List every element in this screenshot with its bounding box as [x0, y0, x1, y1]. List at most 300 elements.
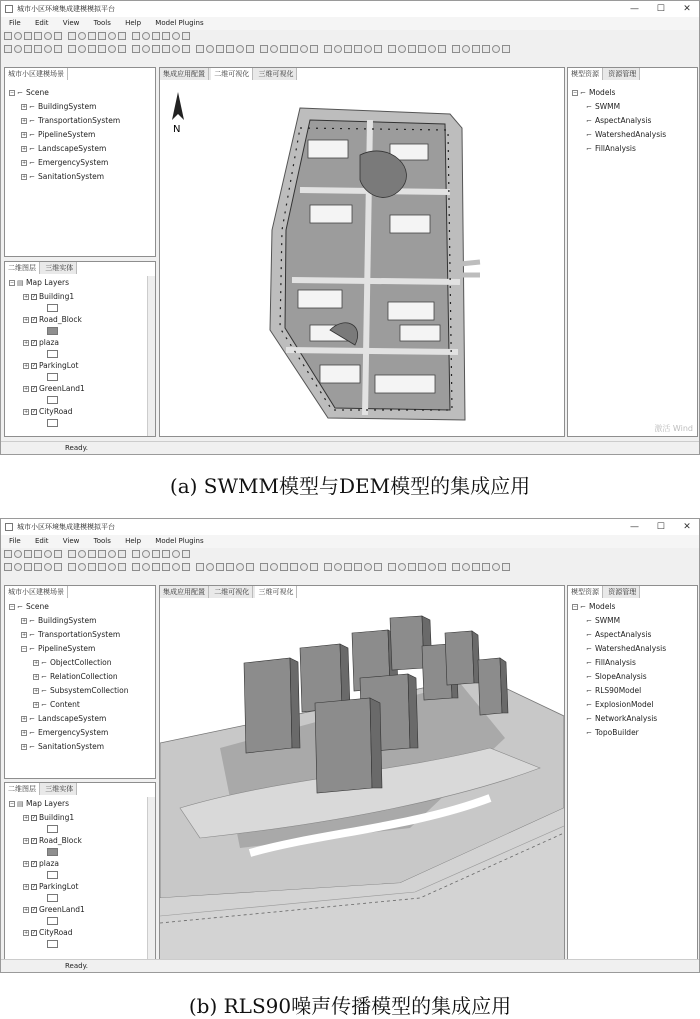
- expand-toggle[interactable]: +: [22, 118, 27, 124]
- toolbar-button[interactable]: [344, 45, 352, 53]
- expand-toggle[interactable]: +: [22, 730, 27, 736]
- toolbar-button[interactable]: [462, 563, 470, 571]
- toolbar-button[interactable]: [246, 563, 254, 571]
- toolbar-button[interactable]: [260, 563, 268, 571]
- layer-label: Road_Block: [39, 315, 82, 324]
- toolbar-button[interactable]: [108, 32, 116, 40]
- expand-toggle[interactable]: +: [24, 363, 29, 369]
- toolbar-button[interactable]: [334, 45, 342, 53]
- layer-item[interactable]: [9, 336, 85, 349]
- toolbar-button[interactable]: [118, 32, 126, 40]
- expand-toggle[interactable]: −: [10, 90, 15, 96]
- layer-checkbox[interactable]: ✓: [32, 317, 37, 323]
- toolbar-button[interactable]: [428, 563, 436, 571]
- model-item[interactable]: [572, 114, 666, 128]
- toolbar-button[interactable]: [182, 45, 190, 53]
- expand-toggle[interactable]: +: [22, 744, 27, 750]
- tree-node[interactable]: [9, 114, 120, 128]
- tree-node[interactable]: [9, 726, 129, 740]
- toolbar-button[interactable]: [354, 45, 362, 53]
- toolbar-button[interactable]: [492, 45, 500, 53]
- toolbar-button[interactable]: [280, 45, 288, 53]
- map-layers-root[interactable]: [9, 797, 85, 811]
- maximize-button[interactable]: ☐: [656, 4, 665, 14]
- toolbar-button[interactable]: [270, 563, 278, 571]
- toolbar-button[interactable]: [172, 563, 180, 571]
- layer-checkbox[interactable]: ✓: [32, 386, 37, 392]
- toolbar-button[interactable]: [152, 45, 160, 53]
- toolbar-button[interactable]: [88, 550, 96, 558]
- layer-checkbox[interactable]: ✓: [32, 884, 37, 890]
- layer-item[interactable]: [9, 880, 85, 893]
- toolbar-button[interactable]: [118, 45, 126, 53]
- toolbar-button[interactable]: [68, 550, 76, 558]
- expand-toggle[interactable]: +: [24, 838, 29, 844]
- toolbar-button[interactable]: [418, 45, 426, 53]
- model-item[interactable]: [572, 614, 666, 628]
- scene-pane: [4, 585, 156, 779]
- toolbar-button[interactable]: [418, 563, 426, 571]
- model-label: SlopeAnalysis: [595, 672, 647, 681]
- toolbar-button[interactable]: [68, 563, 76, 571]
- toolbar-button[interactable]: [388, 45, 396, 53]
- layer-item[interactable]: [9, 359, 85, 372]
- toolbar-button[interactable]: [196, 563, 204, 571]
- toolbar-button[interactable]: [118, 563, 126, 571]
- layer-checkbox[interactable]: ✓: [32, 838, 37, 844]
- toolbar-button[interactable]: [334, 563, 342, 571]
- toolbar-button[interactable]: [54, 45, 62, 53]
- close-button[interactable]: ✕: [683, 4, 691, 14]
- model-item[interactable]: [572, 684, 666, 698]
- tree-node[interactable]: [9, 698, 129, 712]
- tree-node[interactable]: [9, 156, 120, 170]
- minimize-button[interactable]: —: [630, 4, 640, 14]
- toolbar-button[interactable]: [54, 563, 62, 571]
- tree-node[interactable]: [9, 100, 120, 114]
- toolbar-button[interactable]: [14, 563, 22, 571]
- toolbar-button[interactable]: [364, 45, 372, 53]
- model-item[interactable]: [572, 656, 666, 670]
- models-label: Models: [589, 88, 616, 97]
- tab-3d-entities[interactable]: 三维实体: [42, 262, 77, 274]
- toolbar-button[interactable]: [162, 550, 170, 558]
- title-bar: [1, 1, 699, 17]
- toolbar-button[interactable]: [428, 45, 436, 53]
- model-item[interactable]: [572, 712, 666, 726]
- toolbar-button[interactable]: [216, 563, 224, 571]
- tab-2d-layers[interactable]: 二维图层: [5, 783, 40, 795]
- toolbar-button[interactable]: [196, 45, 204, 53]
- expand-toggle[interactable]: −: [10, 604, 15, 610]
- tab-integration-config[interactable]: 集成应用配置: [160, 586, 209, 598]
- expand-toggle[interactable]: −: [10, 801, 15, 807]
- layer-item[interactable]: [9, 313, 85, 326]
- model-label: WatershedAnalysis: [595, 130, 667, 139]
- tree-node[interactable]: [9, 142, 120, 156]
- toolbar-button[interactable]: [310, 45, 318, 53]
- expand-toggle[interactable]: +: [34, 674, 39, 680]
- status-text: Ready.: [65, 444, 88, 452]
- toolbar-button[interactable]: [216, 45, 224, 53]
- toolbar-button[interactable]: [68, 45, 76, 53]
- toolbar-button[interactable]: [68, 32, 76, 40]
- tree-node-icon: ⌐: [29, 173, 35, 181]
- title-bar: [1, 519, 699, 535]
- model-item[interactable]: [572, 128, 666, 142]
- caption-b: (b) RLS90噪声传播模型的集成应用: [188, 994, 512, 1018]
- tree-node-label: LandscapeSystem: [38, 144, 107, 153]
- maximize-button[interactable]: ☐: [656, 522, 665, 532]
- toolbar-button[interactable]: [374, 45, 382, 53]
- toolbar-button[interactable]: [132, 563, 140, 571]
- expand-toggle[interactable]: +: [24, 340, 29, 346]
- toolbar-button[interactable]: [4, 563, 12, 571]
- toolbar-button[interactable]: [78, 45, 86, 53]
- tab-model-resources[interactable]: 模型资源: [568, 586, 603, 598]
- tree-node-icon: ⌐: [29, 645, 35, 653]
- expand-toggle[interactable]: +: [24, 386, 29, 392]
- toolbar-button[interactable]: [300, 563, 308, 571]
- toolbar-button[interactable]: [270, 45, 278, 53]
- tab-3d-view[interactable]: 三维可视化: [255, 68, 297, 80]
- toolbar-button[interactable]: [4, 45, 12, 53]
- tree-node-label: TransportationSystem: [38, 116, 121, 125]
- toolbar-button[interactable]: [108, 45, 116, 53]
- expand-toggle[interactable]: +: [24, 861, 29, 867]
- expand-toggle[interactable]: +: [22, 632, 27, 638]
- layer-checkbox[interactable]: ✓: [32, 340, 37, 346]
- toolbar-button[interactable]: [462, 45, 470, 53]
- expand-toggle[interactable]: +: [34, 702, 39, 708]
- layer-checkbox[interactable]: ✓: [32, 907, 37, 913]
- toolbar-button[interactable]: [324, 45, 332, 53]
- toolbar-button[interactable]: [206, 45, 214, 53]
- toolbar-button[interactable]: [260, 45, 268, 53]
- expand-toggle[interactable]: −: [573, 604, 578, 610]
- toolbar-button[interactable]: [44, 32, 52, 40]
- toolbar-button[interactable]: [14, 550, 22, 558]
- menu-help[interactable]: Help: [125, 19, 142, 27]
- toolbar-button[interactable]: [438, 563, 446, 571]
- toolbar-button[interactable]: [88, 45, 96, 53]
- menu-help[interactable]: Help: [125, 537, 142, 545]
- tab-model-resources[interactable]: 模型资源: [568, 68, 603, 80]
- expand-toggle[interactable]: +: [24, 884, 29, 890]
- expand-toggle[interactable]: +: [24, 815, 29, 821]
- toolbar-button[interactable]: [44, 563, 52, 571]
- toolbar-button[interactable]: [34, 45, 42, 53]
- toolbar-button[interactable]: [108, 550, 116, 558]
- expand-toggle[interactable]: +: [24, 930, 29, 936]
- toolbar-button[interactable]: [162, 563, 170, 571]
- tree-node[interactable]: [9, 86, 120, 100]
- toolbar-button[interactable]: [492, 563, 500, 571]
- toolbar-button[interactable]: [398, 563, 406, 571]
- layer-checkbox[interactable]: ✓: [32, 815, 37, 821]
- tree-node[interactable]: [9, 628, 129, 642]
- tab-scene[interactable]: 城市小区建模场景: [5, 586, 68, 598]
- toolbar-button[interactable]: [34, 550, 42, 558]
- model-icon: ⌐: [586, 117, 592, 125]
- layer-item[interactable]: [9, 834, 85, 847]
- tab-resource-management[interactable]: 资源管理: [605, 586, 640, 598]
- expand-toggle[interactable]: −: [22, 646, 27, 652]
- tree-node-icon: ⌐: [17, 89, 23, 97]
- toolbar-button[interactable]: [54, 32, 62, 40]
- toolbar-button[interactable]: [24, 563, 32, 571]
- toolbar-button[interactable]: [482, 563, 490, 571]
- toolbar-button[interactable]: [142, 32, 150, 40]
- toolbar-button[interactable]: [290, 563, 298, 571]
- layer-scrollbar[interactable]: [147, 797, 155, 959]
- expand-toggle[interactable]: +: [22, 104, 27, 110]
- layer-swatch: [47, 304, 58, 312]
- scene-3d[interactable]: [160, 598, 564, 959]
- tree-node[interactable]: [9, 656, 129, 670]
- layer-swatch: [47, 327, 58, 335]
- tab-3d-entities[interactable]: 三维实体: [42, 783, 77, 795]
- tree-node[interactable]: [9, 128, 120, 142]
- tree-node[interactable]: [9, 712, 129, 726]
- toolbar-button[interactable]: [438, 45, 446, 53]
- layer-checkbox[interactable]: ✓: [32, 861, 37, 867]
- toolbar-button[interactable]: [226, 45, 234, 53]
- model-icon: ⌐: [586, 103, 592, 111]
- menu-tools[interactable]: Tools: [93, 19, 111, 27]
- expand-toggle[interactable]: +: [24, 907, 29, 913]
- toolbar-button[interactable]: [34, 563, 42, 571]
- toolbar-button[interactable]: [24, 45, 32, 53]
- toolbar-button[interactable]: [502, 563, 510, 571]
- model-item[interactable]: [572, 628, 666, 642]
- close-button[interactable]: ✕: [683, 522, 691, 532]
- menu-view[interactable]: View: [62, 19, 80, 27]
- layer-checkbox[interactable]: ✓: [32, 363, 37, 369]
- toolbar-button[interactable]: [408, 45, 416, 53]
- layer-item[interactable]: [9, 382, 85, 395]
- toolbar-button[interactable]: [324, 563, 332, 571]
- tab-3d-view[interactable]: 三维可视化: [255, 586, 297, 598]
- tree-node[interactable]: [9, 740, 129, 754]
- toolbar-button[interactable]: [78, 32, 86, 40]
- toolbar-button[interactable]: [152, 563, 160, 571]
- expand-toggle[interactable]: +: [24, 317, 29, 323]
- tree-node-label: RelationCollection: [50, 672, 118, 681]
- toolbar-button[interactable]: [44, 550, 52, 558]
- expand-toggle[interactable]: +: [22, 618, 27, 624]
- expand-toggle[interactable]: +: [24, 409, 29, 415]
- map-2d[interactable]: [160, 80, 564, 436]
- toolbar-button[interactable]: [162, 32, 170, 40]
- toolbar-button[interactable]: [344, 563, 352, 571]
- toolbar-button[interactable]: [172, 550, 180, 558]
- models-root[interactable]: [572, 86, 666, 100]
- layer-swatch: [47, 894, 58, 902]
- layer-tree: [9, 797, 85, 949]
- model-item[interactable]: [572, 698, 666, 712]
- toolbar-button[interactable]: [142, 550, 150, 558]
- map-layers-root[interactable]: [9, 276, 85, 290]
- expand-toggle[interactable]: +: [34, 660, 39, 666]
- toolbar-button[interactable]: [374, 563, 382, 571]
- model-item[interactable]: [572, 670, 666, 684]
- toolbar-button[interactable]: [226, 563, 234, 571]
- model-icon: ⌐: [586, 145, 592, 153]
- tree-node-icon: ⌐: [29, 631, 35, 639]
- layer-tree: [9, 276, 85, 428]
- model-icon: ⌐: [580, 603, 586, 611]
- expand-toggle[interactable]: +: [22, 132, 27, 138]
- toolbar-button[interactable]: [280, 563, 288, 571]
- toolbar-button[interactable]: [44, 45, 52, 53]
- expand-toggle[interactable]: +: [22, 174, 27, 180]
- model-item[interactable]: [572, 142, 666, 156]
- menu-edit[interactable]: Edit: [34, 19, 49, 27]
- layer-item[interactable]: [9, 903, 85, 916]
- toolbar-button[interactable]: [24, 550, 32, 558]
- model-icon: ⌐: [586, 659, 592, 667]
- menu-model-plugins[interactable]: Model Plugins: [155, 19, 204, 27]
- menu-view[interactable]: View: [62, 537, 80, 545]
- toolbar-button[interactable]: [14, 32, 22, 40]
- tab-integration-config[interactable]: 集成应用配置: [160, 68, 209, 80]
- minimize-button[interactable]: —: [630, 522, 640, 532]
- toolbar-button[interactable]: [78, 550, 86, 558]
- toolbar-button[interactable]: [354, 563, 362, 571]
- layer-scrollbar[interactable]: [147, 276, 155, 436]
- toolbar-button[interactable]: [388, 563, 396, 571]
- toolbar-button[interactable]: [142, 45, 150, 53]
- tree-node[interactable]: [9, 642, 129, 656]
- toolbar-button[interactable]: [182, 563, 190, 571]
- toolbar-button[interactable]: [182, 32, 190, 40]
- toolbar-button[interactable]: [408, 563, 416, 571]
- toolbar-button[interactable]: [98, 45, 106, 53]
- tree-node[interactable]: [9, 600, 129, 614]
- menu-model-plugins[interactable]: Model Plugins: [155, 537, 204, 545]
- tab-2d-layers[interactable]: 二维图层: [5, 262, 40, 274]
- toolbar-button[interactable]: [300, 45, 308, 53]
- toolbar-button[interactable]: [206, 563, 214, 571]
- toolbar-button[interactable]: [162, 45, 170, 53]
- toolbar-button[interactable]: [472, 45, 480, 53]
- tree-node[interactable]: [9, 684, 129, 698]
- tree-node-label: Scene: [26, 602, 49, 611]
- menu-file[interactable]: File: [9, 537, 21, 545]
- layer-checkbox[interactable]: ✓: [32, 930, 37, 936]
- toolbar-button[interactable]: [4, 32, 12, 40]
- layer-item[interactable]: [9, 290, 85, 303]
- expand-toggle[interactable]: +: [22, 716, 27, 722]
- tab-resource-management[interactable]: 资源管理: [605, 68, 640, 80]
- toolbar-button[interactable]: [98, 550, 106, 558]
- menu-edit[interactable]: Edit: [34, 537, 49, 545]
- toolbar-button[interactable]: [452, 563, 460, 571]
- toolbar-row-1: [3, 549, 191, 560]
- expand-toggle[interactable]: +: [22, 160, 27, 166]
- toolbar-button[interactable]: [152, 550, 160, 558]
- layer-checkbox[interactable]: ✓: [32, 294, 37, 300]
- toolbar-button[interactable]: [364, 563, 372, 571]
- expand-toggle[interactable]: +: [22, 146, 27, 152]
- tree-node-icon: ⌐: [29, 729, 35, 737]
- model-item[interactable]: [572, 642, 666, 656]
- toolbar-button[interactable]: [310, 563, 318, 571]
- tab-2d-view[interactable]: 二维可视化: [211, 586, 253, 598]
- tree-node[interactable]: [9, 614, 129, 628]
- toolbar-button[interactable]: [88, 563, 96, 571]
- toolbar-button[interactable]: [290, 45, 298, 53]
- expand-toggle[interactable]: −: [573, 90, 578, 96]
- toolbar-button[interactable]: [152, 32, 160, 40]
- expand-toggle[interactable]: +: [24, 294, 29, 300]
- toolbar-button[interactable]: [98, 563, 106, 571]
- toolbar-button[interactable]: [54, 550, 62, 558]
- toolbar-button[interactable]: [34, 32, 42, 40]
- toolbar-button[interactable]: [398, 45, 406, 53]
- layer-item[interactable]: [9, 405, 85, 418]
- toolbar-button[interactable]: [132, 550, 140, 558]
- toolbar-button[interactable]: [132, 32, 140, 40]
- layer-item[interactable]: [9, 811, 85, 824]
- north-arrow-icon: [172, 92, 184, 135]
- toolbar-button[interactable]: [482, 45, 490, 53]
- tab-2d-view[interactable]: 二维可视化: [211, 68, 253, 80]
- toolbar-button[interactable]: [24, 32, 32, 40]
- toolbar-button[interactable]: [4, 550, 12, 558]
- models-root[interactable]: [572, 600, 666, 614]
- toolbar-button[interactable]: [472, 563, 480, 571]
- layer-item[interactable]: [9, 857, 85, 870]
- viewport-b: [159, 585, 565, 960]
- toolbar-button[interactable]: [452, 45, 460, 53]
- tree-node[interactable]: [9, 670, 129, 684]
- model-item[interactable]: [572, 100, 666, 114]
- toolbar-button[interactable]: [118, 550, 126, 558]
- toolbar-button[interactable]: [108, 563, 116, 571]
- toolbar-button[interactable]: [132, 45, 140, 53]
- toolbar-button[interactable]: [172, 32, 180, 40]
- toolbar-button[interactable]: [78, 563, 86, 571]
- toolbar-button[interactable]: [502, 45, 510, 53]
- layer-pane: [4, 782, 156, 960]
- toolbar-button[interactable]: [236, 45, 244, 53]
- menu-file[interactable]: File: [9, 19, 21, 27]
- toolbar-button[interactable]: [182, 550, 190, 558]
- tree-node-icon: ⌐: [17, 603, 23, 611]
- menu-tools[interactable]: Tools: [93, 537, 111, 545]
- layer-item[interactable]: [9, 926, 85, 939]
- expand-toggle[interactable]: +: [34, 688, 39, 694]
- toolbar-button[interactable]: [246, 45, 254, 53]
- toolbar-button[interactable]: [142, 563, 150, 571]
- expand-toggle[interactable]: −: [10, 280, 15, 286]
- model-item[interactable]: [572, 726, 666, 740]
- toolbar-button[interactable]: [88, 32, 96, 40]
- tree-node-icon: ⌐: [29, 145, 35, 153]
- layer-label: CityRoad: [39, 407, 73, 416]
- toolbar-button[interactable]: [172, 45, 180, 53]
- toolbar-button[interactable]: [98, 32, 106, 40]
- tree-node[interactable]: [9, 170, 120, 184]
- model-icon: ⌐: [586, 131, 592, 139]
- toolbar-button[interactable]: [14, 45, 22, 53]
- layer-checkbox[interactable]: ✓: [32, 409, 37, 415]
- tab-scene[interactable]: 城市小区建模场景: [5, 68, 68, 80]
- toolbar-button[interactable]: [236, 563, 244, 571]
- scene-tree: [9, 600, 129, 754]
